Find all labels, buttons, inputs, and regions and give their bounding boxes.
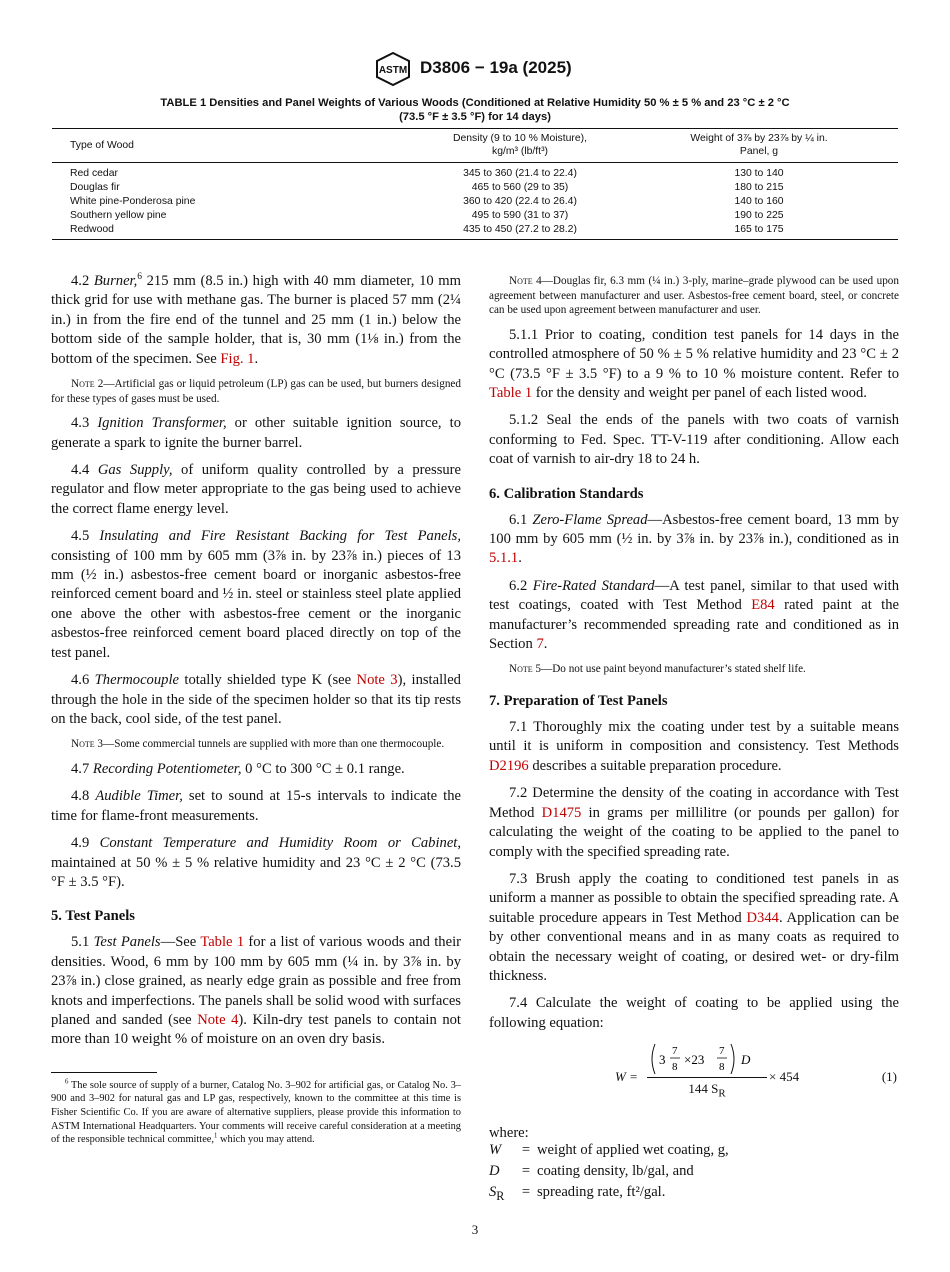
eq-eight-b: 8 — [719, 1061, 725, 1074]
section-6-2 — [489, 577, 899, 655]
section-text: 215 mm (8.5 in.) high with 40 mm diameter, 10 mm thick grid for use with methane gas. The burner is placed 57 mm (2¼ in.) in from the fire end of the tunnel and 25 mm (1 in.) below the bottom side of the sample holder, that is, 30 mm (1⅛ in.) from the bottom of the specimen. See — [51, 273, 461, 367]
section-4-9 — [51, 834, 461, 892]
section-4-4 — [51, 461, 461, 519]
cell-wood: Red cedar — [70, 168, 118, 179]
note-3-link[interactable]: Note 3 — [356, 672, 398, 689]
eq-den-text: 144 S — [688, 1081, 719, 1097]
note-2 — [51, 377, 461, 406]
variable-list — [489, 1142, 729, 1205]
section-5-1-2 — [489, 411, 899, 469]
section-term: Zero-Flame Spread — [532, 511, 648, 528]
section-7-1 — [489, 718, 899, 776]
section-4-7 — [51, 760, 461, 779]
section-text: Prior to coating, condition test panels for 14 days in the controlled atmosphere of 50 % ± 5 % relative humidity and 23 °C ± 2 °C (73.5 °F ± 3.5 °F) to a 9 % to 10 % moisture content. Refer to — [489, 326, 899, 382]
section-7-4 — [489, 994, 899, 1033]
page-number: 3 — [471, 1222, 479, 1237]
eq-eight-a: 8 — [672, 1061, 678, 1074]
section-term: Audible Timer, — [95, 788, 183, 805]
astm-logo-text: ASTM — [378, 65, 408, 76]
section-text: . — [254, 350, 259, 367]
section-text: describes a suitable preparation procedure. — [528, 757, 782, 774]
variable-row — [489, 1142, 729, 1163]
section-text: in grams per millilitre (or pounds per gallon) for calculating the weight of the coating to be applied to the panel to comply with the specified spreading rate. — [489, 804, 899, 860]
cell-weight: 190 to 225 — [734, 210, 784, 221]
section-text: for the density and weight per panel of each listed wood. — [532, 385, 867, 401]
section-number: 6.2 — [509, 577, 528, 594]
astm-logo-icon — [374, 52, 412, 86]
col-header-weight — [620, 129, 898, 163]
section-4-5 — [51, 527, 461, 663]
d2196-link[interactable]: D2196 — [489, 757, 529, 774]
section-term: Fire-Rated Standard — [532, 577, 655, 594]
table-caption-line1: TABLE 1 Densities and Panel Weights of Various Woods (Conditioned at Relative Humidity 50 % ± 5 % and 23 °C ± 2 °C — [160, 97, 790, 109]
section-text: —Asbestos-free cement board, 13 mm by 100 mm by 605 mm (½ in. by 3⅞ in. by 23⅞ in.), conditioned as in — [489, 511, 899, 548]
section-number: 4.2 — [71, 273, 90, 289]
var-sub: R — [496, 1188, 505, 1203]
section-text: Determine the density of the coating in accordance with Test Method — [489, 785, 899, 821]
document-header — [0, 52, 950, 86]
table-row — [52, 163, 898, 182]
where-block — [489, 1125, 899, 1205]
eq-fraction — [647, 1041, 767, 1100]
table-row — [52, 223, 898, 240]
table-caption-line2: (73.5 °F ± 3.5 °F) for 14 days) — [399, 111, 551, 123]
section-text: maintained at 50 % ± 5 % relative humidity and 23 °C ± 2 °C (73.5 °F ± 3.5 °F). — [51, 854, 461, 890]
footnote-6 — [51, 1079, 461, 1147]
note-label: Note 2 — [71, 378, 104, 391]
footnote-ref[interactable]: 6 — [137, 272, 142, 283]
table-1-link[interactable]: Table 1 — [489, 385, 533, 401]
section-text: —See — [160, 934, 201, 951]
col-header-density-line1: Density (9 to 10 % Moisture), — [453, 133, 587, 144]
cell-density: 435 to 450 (27.2 to 28.2) — [420, 223, 620, 240]
note-5 — [489, 662, 899, 677]
cell-density: 465 to 560 (29 to 35) — [471, 182, 569, 193]
section-7-2 — [489, 784, 899, 862]
table-row — [52, 209, 898, 223]
section-term: Ignition Transformer, — [97, 415, 227, 432]
var-symbol: S — [489, 1183, 497, 1200]
cell-wood: Southern yellow pine — [70, 210, 167, 221]
var-description: coating density, lb/gal, and — [537, 1163, 694, 1180]
eq-denominator — [647, 1078, 767, 1100]
section-text: for a list of various woods and their densities. Wood, 6 mm by 100 mm by 605 mm (¼ in. by 3⅞ in. by 23⅞ in.) close grained, as nearly edge grain as possible and free from knots and imperfections. The panels shall be solid wood with surfaces planed and sanded (see — [51, 934, 461, 1028]
section-5-1 — [51, 933, 461, 1049]
variable-row — [489, 1184, 729, 1205]
section-number: 4.5 — [71, 528, 90, 545]
eq-seven-a: 7 — [672, 1045, 678, 1058]
cell-density: 345 to 360 (21.4 to 22.4) — [463, 168, 577, 179]
cell-wood: Douglas fir — [70, 182, 120, 193]
table-1-link[interactable]: Table 1 — [200, 934, 245, 951]
section-text: Thoroughly mix the coating under test by a suitable means until it is uniform in composition and consistency. Test Methods — [489, 719, 899, 755]
d1475-link[interactable]: D1475 — [541, 804, 582, 821]
section-5-1-1-link[interactable]: 5.1.1 — [489, 550, 519, 567]
table-caption — [92, 96, 858, 124]
eq-multiplier: × 454 — [769, 1069, 800, 1085]
note-text: —Do not use paint beyond manufacturer’s stated shelf life. — [541, 663, 806, 676]
section-term: Burner, — [93, 273, 138, 289]
section-term: Gas Supply, — [97, 462, 173, 479]
section-term: Insulating and Fire Resistant Backing for Test Panels, — [99, 528, 461, 545]
note-text: —Douglas fir, 6.3 mm (¼ in.) 3-ply, marine–grade plywood can be used upon agreement between manufacturer and user. Asbestos-free cement board, steel, or concrete can be used upon agreement between manufacturer and user. — [489, 275, 899, 317]
right-column — [489, 274, 899, 1205]
table-row — [52, 195, 898, 209]
fig-1-link[interactable]: Fig. 1 — [220, 350, 255, 367]
var-description: weight of applied wet coating, g, — [537, 1142, 729, 1159]
col-header-wood: Type of Wood — [52, 129, 420, 163]
footnote-mark: 6 — [65, 1078, 69, 1086]
col-header-weight-line2: Panel, g — [739, 146, 779, 157]
cell-weight: 140 to 160 — [734, 196, 784, 207]
equation-1 — [489, 1041, 899, 1115]
cell-density: 360 to 420 (22.4 to 26.4) — [463, 196, 577, 207]
note-4-link[interactable]: Note 4 — [197, 1011, 239, 1028]
section-text: consisting of 100 mm by 605 mm (3⅞ in. by 23⅞ in.) pieces of 13 mm (½ in.) asbestos-free cement board or inorganic asbestos-free reinforced cement board and ½ in. steel or stainless steel plate applied one above the other with asbestos-free cement or the inorganic asbestos-free reinforced cement board placed directly on top of the test panel. — [51, 547, 461, 661]
section-4-8 — [51, 787, 461, 826]
eq-numerator-svg — [647, 1041, 767, 1077]
heading-7: 7. Preparation of Test Panels — [489, 693, 668, 710]
section-text: rated paint at the manufacturer’s recommended spreading rate and conditioned as in Section — [489, 597, 899, 653]
section-4-2 — [51, 272, 461, 369]
heading-6: 6. Calibration Standards — [489, 485, 644, 502]
d344-link[interactable]: D344 — [746, 909, 779, 926]
densities-table — [52, 128, 898, 240]
section-term: Test Panels — [93, 934, 161, 951]
var-equals: = — [521, 1183, 531, 1200]
section-text: . — [543, 636, 548, 653]
section-number: 7.1 — [509, 719, 528, 736]
section-text: or other suitable ignition source, to generate a spark to ignite the burner barrel. — [51, 415, 461, 451]
section-number: 7.3 — [509, 870, 528, 887]
section-text: . Application can be by other conventional means and in as many coats as required to obtain the necessary weight of coating, or desired wet- or dry-film thickness. — [489, 909, 900, 984]
section-text: set to sound at 15-s intervals to indicate the time for flame-front measurements. — [51, 788, 461, 824]
note-label: Note 4 — [509, 275, 542, 287]
section-term: Thermocouple — [94, 672, 179, 689]
section-term: Constant Temperature and Humidity Room or Cabinet, — [99, 835, 461, 852]
section-4-3 — [51, 414, 461, 453]
cell-density: 495 to 590 (31 to 37) — [471, 210, 569, 221]
note-3 — [51, 737, 461, 752]
section-number: 4.6 — [71, 672, 90, 689]
var-symbol: W — [489, 1142, 502, 1159]
eq-times-23: ×23 — [684, 1052, 705, 1068]
eq-d: D — [741, 1052, 751, 1068]
where-label: where: — [489, 1125, 529, 1142]
note-4 — [489, 274, 899, 318]
cell-weight: 165 to 175 — [620, 223, 898, 240]
col-header-weight-line1: Weight of 3⅞ by 23⅞ by ¼ in. — [690, 133, 828, 144]
section-text: ). Kiln-dry test panels to contain not more than 10 weight % of moisture on an oven dry basis. — [51, 1011, 461, 1048]
section-6-1 — [489, 511, 899, 569]
note-label: Note 5 — [509, 663, 542, 676]
variable-row — [489, 1163, 729, 1184]
section-5-1-1 — [489, 326, 899, 404]
section-text: of uniform quality controlled by a pressure regulator and flow meter appropriate to the gas being used to achieve the correct flame energy level. — [51, 462, 462, 517]
section-number: 4.3 — [71, 415, 90, 432]
col-header-density — [420, 129, 620, 163]
section-text: Calculate the weight of coating to be applied using the following equation: — [489, 995, 899, 1031]
section-number: 4.7 — [71, 760, 90, 777]
section-7-link[interactable]: 7 — [536, 636, 544, 653]
section-text: —A test panel, similar to that used with test coatings, coated with Test Method — [489, 577, 899, 614]
eq-number: (1) — [881, 1069, 897, 1085]
cell-wood: White pine-Ponderosa pine — [70, 196, 196, 207]
section-text: Brush apply the coating to conditioned test panels in as uniform a manner as possible to obtain the specified spreading rate. A suitable procedure appears in Test Method — [489, 870, 899, 926]
cell-wood: Redwood — [52, 223, 420, 240]
section-text: Seal the ends of the panels with two coats of varnish conforming to Fed. Spec. TT-V-119 after conditioning. Allow each coat of varnish to air-dry 18 to 24 h. — [489, 412, 899, 468]
section-text: ), installed through the hole in the side of the specimen holder so that its tip rests on the back, cool side, of the test panel. — [51, 672, 461, 727]
section-number: 4.8 — [71, 788, 90, 805]
eq-den-sub: R — [718, 1087, 726, 1100]
var-equals: = — [521, 1142, 531, 1159]
section-number: 7.4 — [509, 995, 528, 1012]
footnote-text: which you may attend. — [217, 1134, 315, 1146]
note-text: —Some commercial tunnels are supplied with more than one thermocouple. — [103, 738, 445, 751]
section-text: totally shielded type K (see — [178, 672, 357, 689]
eq-three: 3 — [659, 1052, 666, 1068]
section-number: 7.2 — [509, 785, 528, 802]
var-equals: = — [521, 1163, 531, 1180]
section-number: 5.1 — [71, 934, 90, 951]
section-4-6 — [51, 671, 461, 729]
section-text: . — [518, 550, 522, 567]
table-row — [52, 181, 898, 195]
section-number: 4.9 — [71, 835, 90, 852]
footnote-divider — [51, 1072, 157, 1073]
footnote-text: The sole source of supply of a burner, Catalog No. 3–902 for artificial gas, or Catalog No. 3–900 and 3–902 for natural gas and LP gas, respectively, known to the committee at this time is Fisher Scientific Co. If you are aware of alternative suppliers, please provide this information to ASTM International Headquarters. Your comments will receive careful consideration at a meeting of the responsible technical committee, — [51, 1079, 461, 1146]
section-text: 0 °C to 300 °C ± 0.1 range. — [241, 760, 405, 777]
section-number: 5.1.2 — [509, 412, 539, 429]
section-number: 6.1 — [509, 511, 528, 528]
section-term: Recording Potentiometer, — [92, 760, 242, 777]
var-symbol: D — [489, 1163, 500, 1180]
note-text: —Artificial gas or liquid petroleum (LP) gas can be used, but burners designed for these types of gases must be used. — [51, 378, 461, 405]
eq-lhs: W = — [615, 1069, 638, 1085]
eq-seven-b: 7 — [719, 1045, 725, 1058]
eq-numerator — [647, 1041, 767, 1078]
section-7-3 — [489, 870, 899, 986]
col-header-density-line2: kg/m³ (lb/ft³) — [492, 146, 548, 157]
section-number: 4.4 — [71, 462, 90, 479]
note-label: Note 3 — [71, 738, 104, 751]
var-description: spreading rate, ft²/gal. — [537, 1183, 666, 1200]
section-number: 5.1.1 — [509, 326, 539, 343]
heading-5: 5. Test Panels — [51, 908, 135, 925]
footnote-ref[interactable]: 1 — [214, 1132, 218, 1140]
left-column — [51, 272, 461, 1147]
cell-weight: 130 to 140 — [734, 168, 784, 179]
document-designation: D3806 − 19a (2025) — [420, 58, 572, 77]
e84-link[interactable]: E84 — [751, 597, 775, 614]
cell-weight: 180 to 215 — [734, 182, 784, 193]
